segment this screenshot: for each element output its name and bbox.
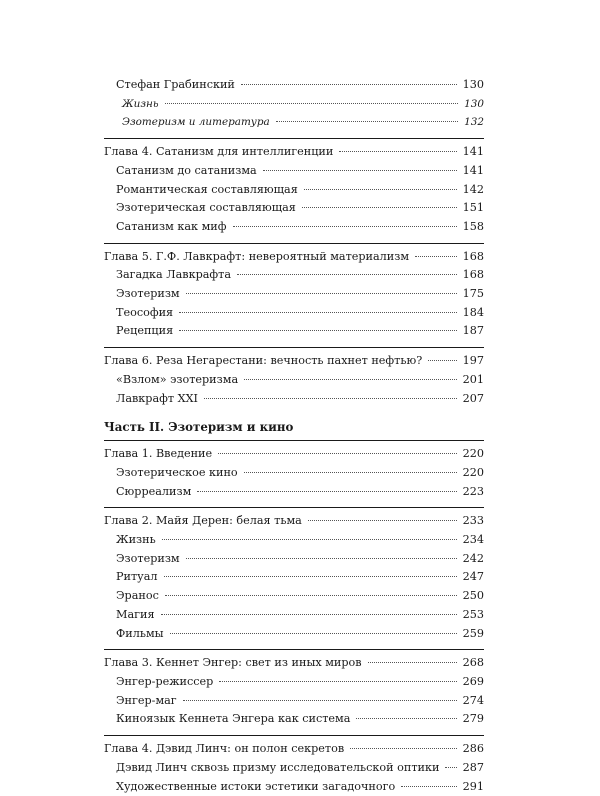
toc-entry-grabinsky	[104, 76, 484, 95]
toc-page-number: 287	[463, 759, 484, 778]
toc-entry-title: Эзотеризм и литература	[122, 113, 270, 132]
toc-entry-title: Ритуал	[116, 568, 158, 587]
toc-entry-title: Сатанизм как миф	[116, 218, 227, 237]
dot-leader	[302, 207, 457, 208]
toc-entry	[104, 550, 484, 569]
dot-leader	[244, 379, 457, 380]
dot-leader	[165, 595, 457, 596]
toc-entry	[104, 390, 484, 409]
toc-page-number: 130	[464, 95, 484, 114]
toc-page-number: 132	[464, 113, 484, 132]
toc-entry-title: Глава 4. Дэвид Линч: он полон секретов	[104, 740, 344, 759]
dot-leader	[165, 103, 458, 104]
dot-leader	[241, 84, 457, 85]
table-of-contents	[104, 76, 484, 796]
toc-entry-title: Сюрреализм	[116, 483, 191, 502]
toc-page-number: 242	[463, 550, 484, 569]
part2-chapter-1	[104, 440, 484, 501]
chapter-title	[104, 352, 484, 371]
toc-entry	[104, 464, 484, 483]
toc-entry-title: Глава 2. Майя Дерен: белая тьма	[104, 512, 302, 531]
toc-page-number: 141	[463, 143, 484, 162]
toc-entry	[104, 710, 484, 729]
dot-leader	[219, 681, 456, 682]
toc-page-number: 197	[463, 352, 484, 371]
part2-chapter-2	[104, 507, 484, 643]
dot-leader	[162, 539, 457, 540]
toc-entry-title: Стефан Грабинский	[116, 76, 235, 95]
dot-leader	[233, 226, 457, 227]
toc-entry-title: Эзотерическая составляющая	[116, 199, 296, 218]
chapter-6	[104, 347, 484, 408]
dot-leader	[170, 633, 457, 634]
toc-entry-title: Лавкрафт XXI	[116, 390, 198, 409]
toc-entry	[104, 692, 484, 711]
toc-entry-title: Киноязык Кеннета Энгера как система	[116, 710, 350, 729]
toc-entry-title: Теософия	[116, 304, 173, 323]
toc-entry-title: Эранос	[116, 587, 159, 606]
dot-leader	[204, 398, 457, 399]
toc-entry	[104, 199, 484, 218]
toc-entry-title: Эзотерическое кино	[116, 464, 238, 483]
dot-leader	[183, 700, 457, 701]
toc-page-number: 158	[463, 218, 484, 237]
dot-leader	[263, 170, 457, 171]
toc-entry-title: Глава 3. Кеннет Энгер: свет из иных миров	[104, 654, 362, 673]
toc-entry-title: Эзотеризм	[116, 550, 180, 569]
toc-entry	[104, 759, 484, 778]
chapter-4	[104, 138, 484, 237]
toc-page-number: 201	[463, 371, 484, 390]
chapter-title	[104, 512, 484, 531]
toc-entry	[104, 606, 484, 625]
part2-chapter-3	[104, 649, 484, 729]
toc-entry	[104, 673, 484, 692]
toc-page-number: 223	[463, 483, 484, 502]
toc-page-number: 268	[463, 654, 484, 673]
toc-entry-title: Глава 6. Реза Негарестани: вечность пахнет нефтью?	[104, 352, 422, 371]
chapter-title	[104, 740, 484, 759]
dot-leader	[304, 189, 457, 190]
toc-page-number: 168	[463, 248, 484, 267]
toc-entry	[104, 531, 484, 550]
toc-entry	[104, 587, 484, 606]
dot-leader	[401, 786, 456, 787]
toc-page-number: 175	[463, 285, 484, 304]
chapter-title	[104, 654, 484, 673]
toc-entry	[104, 483, 484, 502]
toc-entry-title: Жизнь	[116, 531, 156, 550]
dot-leader	[179, 330, 457, 331]
toc-entry	[104, 266, 484, 285]
toc-page-number: 247	[463, 568, 484, 587]
toc-entry-title: Художественные истоки эстетики загадочного	[116, 778, 395, 796]
dot-leader	[445, 767, 456, 768]
toc-page-number: 141	[463, 162, 484, 181]
toc-page-number: 291	[463, 778, 484, 796]
dot-leader	[368, 662, 457, 663]
toc-entry	[104, 304, 484, 323]
toc-page-number: 234	[463, 531, 484, 550]
part-title: Часть II. Эзотеризм и кино	[104, 418, 484, 438]
toc-entry-title: Романтическая составляющая	[116, 181, 298, 200]
toc-page-number: 274	[463, 692, 484, 711]
dot-leader	[308, 520, 457, 521]
toc-page-number: 259	[463, 625, 484, 644]
dot-leader	[186, 293, 457, 294]
toc-entry-title: Жизнь	[122, 95, 159, 114]
dot-leader	[161, 614, 457, 615]
toc-entry-title: Глава 4. Сатанизм для интеллигенции	[104, 143, 333, 162]
dot-leader	[350, 748, 456, 749]
chapter-title	[104, 143, 484, 162]
toc-page-number: 130	[463, 76, 484, 95]
toc-page-number: 250	[463, 587, 484, 606]
toc-page-number: 151	[463, 199, 484, 218]
toc-entry-title: Глава 1. Введение	[104, 445, 212, 464]
toc-page-number: 233	[463, 512, 484, 531]
chapter-title	[104, 248, 484, 267]
dot-leader	[164, 576, 457, 577]
toc-page-number: 279	[463, 710, 484, 729]
toc-entry-title: Глава 5. Г.Ф. Лавкрафт: невероятный материализм	[104, 248, 409, 267]
toc-page-number: 220	[463, 445, 484, 464]
toc-page-number: 187	[463, 322, 484, 341]
toc-entry-title: Загадка Лавкрафта	[116, 266, 231, 285]
toc-page-number: 168	[463, 266, 484, 285]
toc-entry-title: Энгер-маг	[116, 692, 177, 711]
dot-leader	[179, 312, 457, 313]
part2-chapter-4	[104, 735, 484, 796]
dot-leader	[276, 121, 458, 122]
toc-entry-grabinsky-esoterism	[104, 113, 484, 132]
toc-entry	[104, 322, 484, 341]
dot-leader	[415, 256, 457, 257]
chapter-title	[104, 445, 484, 464]
toc-entry	[104, 285, 484, 304]
toc-entry-grabinsky-life	[104, 95, 484, 114]
toc-page-number: 286	[463, 740, 484, 759]
toc-page-number: 184	[463, 304, 484, 323]
chapter-5	[104, 243, 484, 342]
toc-page-number: 253	[463, 606, 484, 625]
toc-entry-title: «Взлом» эзотеризма	[116, 371, 238, 390]
toc-entry-title: Энгер-режиссер	[116, 673, 213, 692]
toc-entry-title: Магия	[116, 606, 155, 625]
toc-page-number: 220	[463, 464, 484, 483]
dot-leader	[339, 151, 456, 152]
dot-leader	[186, 558, 457, 559]
dot-leader	[197, 491, 456, 492]
toc-entry-title: Рецепция	[116, 322, 173, 341]
toc-entry	[104, 778, 484, 796]
toc-entry	[104, 568, 484, 587]
toc-entry-title: Эзотеризм	[116, 285, 180, 304]
toc-entry-title: Фильмы	[116, 625, 164, 644]
toc-entry-title: Дэвид Линч сквозь призму исследовательской оптики	[116, 759, 439, 778]
dot-leader	[244, 472, 457, 473]
toc-entry	[104, 181, 484, 200]
dot-leader	[428, 360, 456, 361]
toc-entry	[104, 218, 484, 237]
toc-entry	[104, 371, 484, 390]
toc-entry	[104, 162, 484, 181]
toc-page-number: 269	[463, 673, 484, 692]
toc-page-number: 142	[463, 181, 484, 200]
dot-leader	[218, 453, 457, 454]
toc-page-number: 207	[463, 390, 484, 409]
dot-leader	[237, 274, 457, 275]
dot-leader	[356, 718, 456, 719]
toc-entry-title: Сатанизм до сатанизма	[116, 162, 257, 181]
toc-entry	[104, 625, 484, 644]
